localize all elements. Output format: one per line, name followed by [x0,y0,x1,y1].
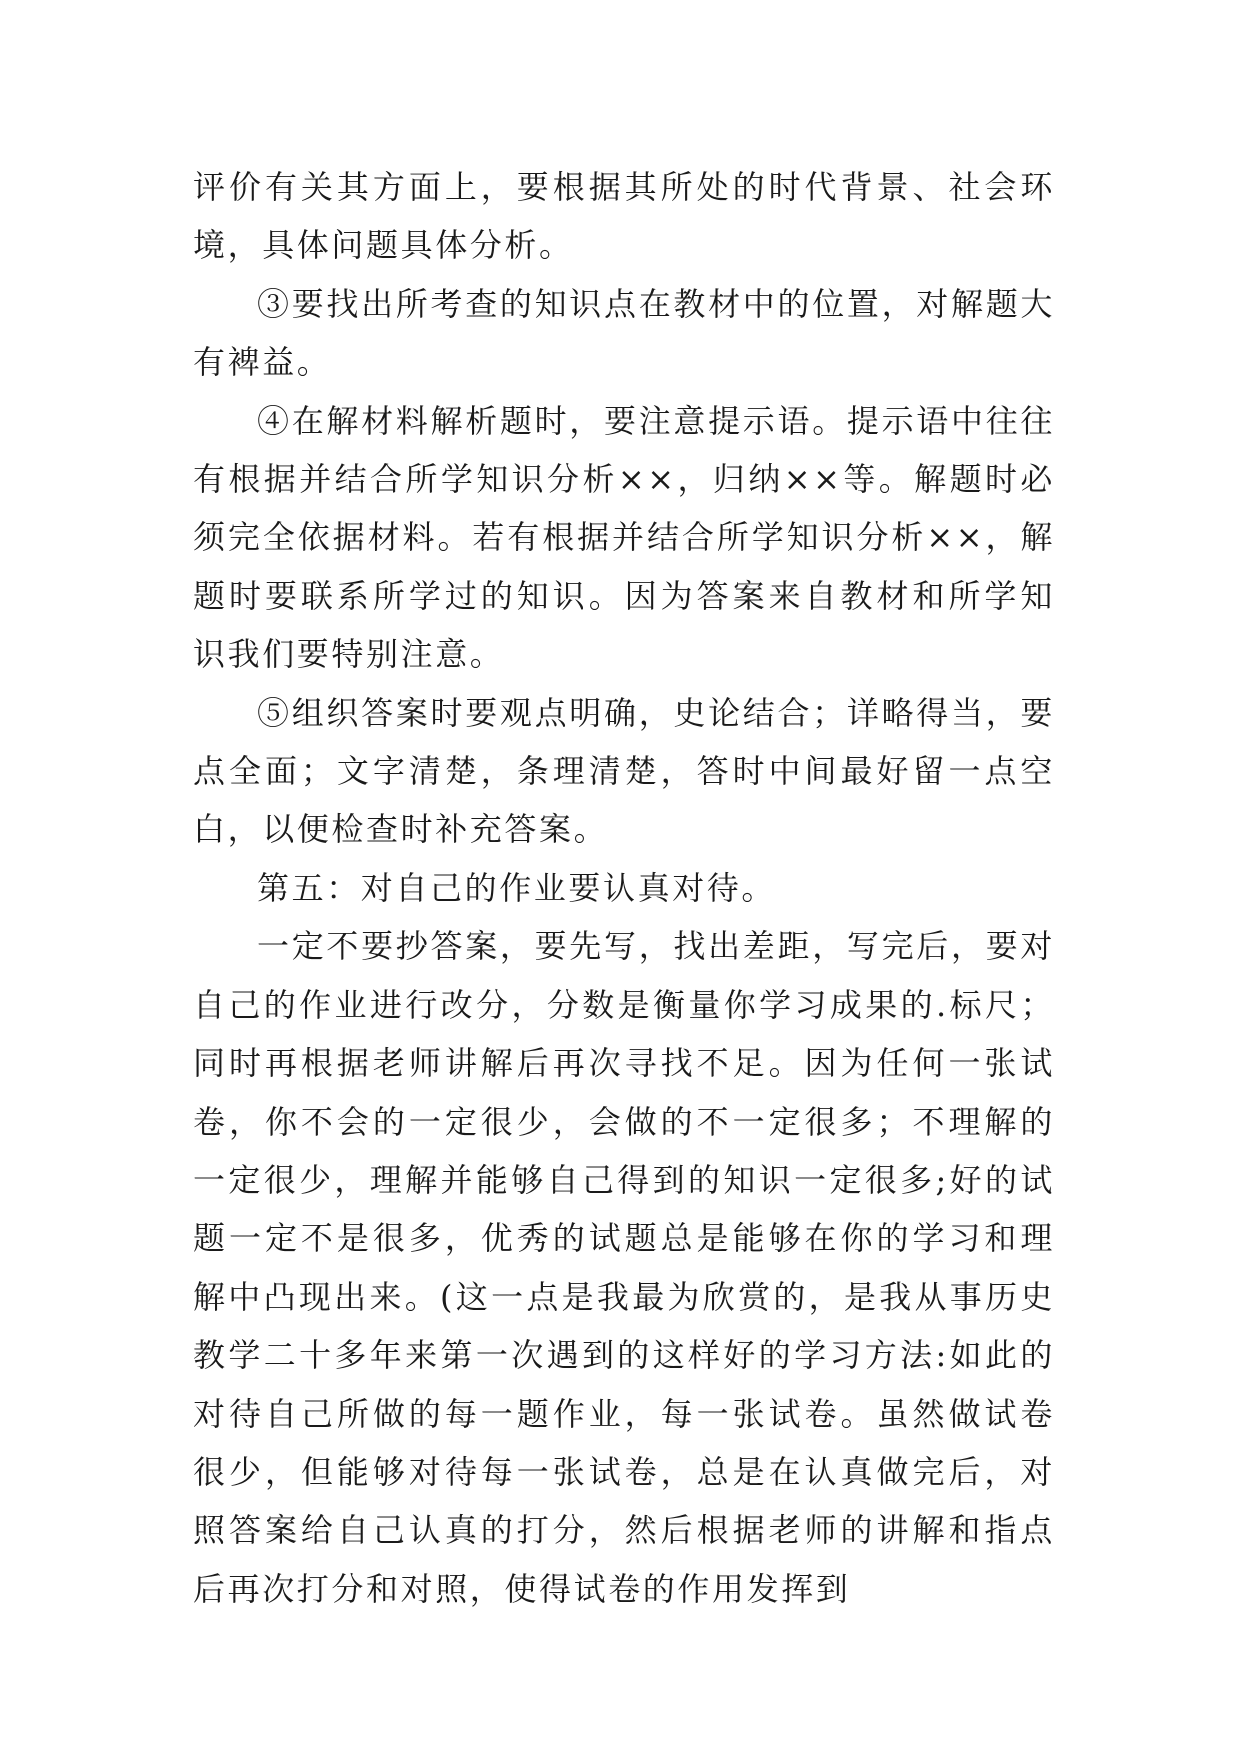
paragraph-6: 一定不要抄答案，要先写，找出差距，写完后，要对自己的作业进行改分，分数是衡量你学习成果的.标尺；同时再根据老师讲解后再次寻找不足。因为任何一张试卷，你不会的一定很少，会做的不一定很多；不理解的一定很少，理解并能够自己得到的知识一定很多;好的试题一定不是很多，优秀的试题总是能够在你的学习和理解中凸现出来。(这一点是我最为欣赏的，是我从事历史教学二十多年来第一次遇到的这样好的学习方法:如此的对待自己所做的每一题作业，每一张试卷。虽然做试卷很少，但能够对待每一张试卷，总是在认真做完后，对照答案给自己认真的打分，然后根据老师的讲解和指点后再次打分和对照，使得试卷的作用发挥到 [193,927,1055,1608]
paragraph-3: ④在解材料解析题时，要注意提示语。提示语中往往有根据并结合所学知识分析××，归纳××等。解题时必须完全依据材料。若有根据并结合所学知识分析××，解题时要联系所学过的知识。因为答案来自教材和所学知识我们要特别注意。 [193,401,1055,674]
paragraph-4: ⑤组织答案时要观点明确，史论结合；详略得当，要点全面；文字清楚，条理清楚，答时中间最好留一点空白，以便检查时补充答案。 [193,693,1055,849]
section-heading-5: 第五：对自己的作业要认真对待。 [257,868,777,907]
body-text [193,158,1055,1618]
paragraph-1: 评价有关其方面上，要根据其所处的时代背景、社会环境，具体问题具体分析。 [193,168,1055,265]
paragraph-2: ③要找出所考查的知识点在教材中的位置，对解题大有裨益。 [193,284,1055,382]
